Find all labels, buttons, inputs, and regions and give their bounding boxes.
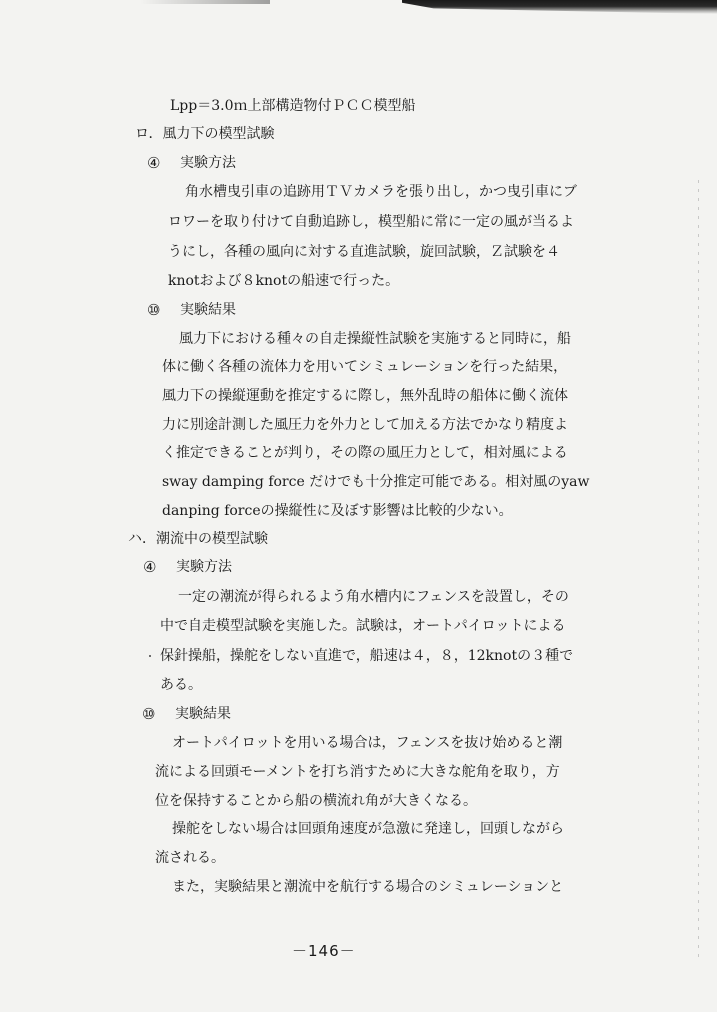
- paragraph-line: 操舵をしない場合は回頭角速度が急激に発達し，回頭しながら: [172, 821, 564, 837]
- circled-marker: ⑩: [142, 705, 156, 723]
- section-ro-results-title: 実験結果: [180, 302, 236, 318]
- paragraph-line: く推定できることが判り，その際の風圧力として，相対風による: [162, 445, 568, 461]
- page-number: －146－: [292, 942, 356, 960]
- paragraph-line: うにし，各種の風向に対する直進試験，旋回試験，Ｚ試験を４: [168, 244, 560, 260]
- paragraph-line: ある。: [160, 677, 202, 693]
- paragraph-line: 角水槽曳引車の追跡用ＴＶカメラを張り出し，かつ曳引車にブ: [185, 184, 577, 200]
- paragraph-line: knotおよび８knotの船速で行った。: [168, 273, 400, 289]
- paragraph-line: 風力下の操縦運動を推定するに際し，無外乱時の船体に働く流体: [162, 388, 568, 404]
- paragraph-line: 力に別途計測した風圧力を外力として加える方法でかなり精度よ: [162, 417, 568, 433]
- paragraph-line: 体に働く各種の流体力を用いてシミュレーションを行った結果，: [162, 359, 568, 375]
- paragraph-line: danping forceの操縦性に及ぼす影響は比較的少ない。: [162, 503, 513, 519]
- scan-shadow-top-left: [140, 0, 270, 4]
- paragraph-line: オートパイロットを用いる場合は，フェンスを抜け始めると潮: [172, 735, 563, 751]
- paragraph-line: sway damping force だけでも十分推定可能である。相対風のyaw: [162, 474, 590, 490]
- paragraph-line: 風力下における種々の自走操縦性試験を実施すると同時に，船: [179, 331, 571, 347]
- section-ha-results-title: 実験結果: [175, 706, 231, 722]
- paragraph-line: ロワーを取り付けて自動追跡し，模型船に常に一定の風が当るよ: [168, 214, 574, 230]
- model-title: Lpp＝3.0ｍ上部構造物付ＰＣＣ模型船: [170, 98, 416, 114]
- paragraph-line: 保針操船，操舵をしない直進で，船速は４，８，12knotの３種で: [160, 648, 574, 664]
- section-ha-method-title: 実験方法: [176, 559, 232, 575]
- scan-edge-right: [698, 180, 699, 960]
- paragraph-line: 流される。: [155, 850, 225, 866]
- circled-marker: ④: [143, 558, 157, 576]
- paragraph-line: 中で自走模型試験を実施した。試験は，オートパイロットによる: [160, 618, 566, 634]
- circled-marker: ⑩: [147, 301, 161, 319]
- circled-marker: ④: [147, 154, 161, 172]
- paragraph-line: 流による回頭モーメントを打ち消すために大きな舵角を取り，方: [155, 764, 560, 780]
- section-ro-heading: ロ．風力下の模型試験: [135, 126, 275, 142]
- section-ro-method-title: 実験方法: [180, 155, 236, 171]
- section-ha-heading: ハ．潮流中の模型試験: [128, 531, 268, 547]
- scan-shadow-top-right: [402, 0, 717, 14]
- paragraph-line: 位を保持することから船の横流れ角が大きくなる。: [155, 793, 477, 809]
- paragraph-line: 一定の潮流が得られるよう角水槽内にフェンスを設置し，その: [178, 589, 569, 605]
- scan-speck: [149, 655, 151, 657]
- paragraph-line: また，実験結果と潮流中を航行する場合のシミュレーションと: [172, 879, 564, 895]
